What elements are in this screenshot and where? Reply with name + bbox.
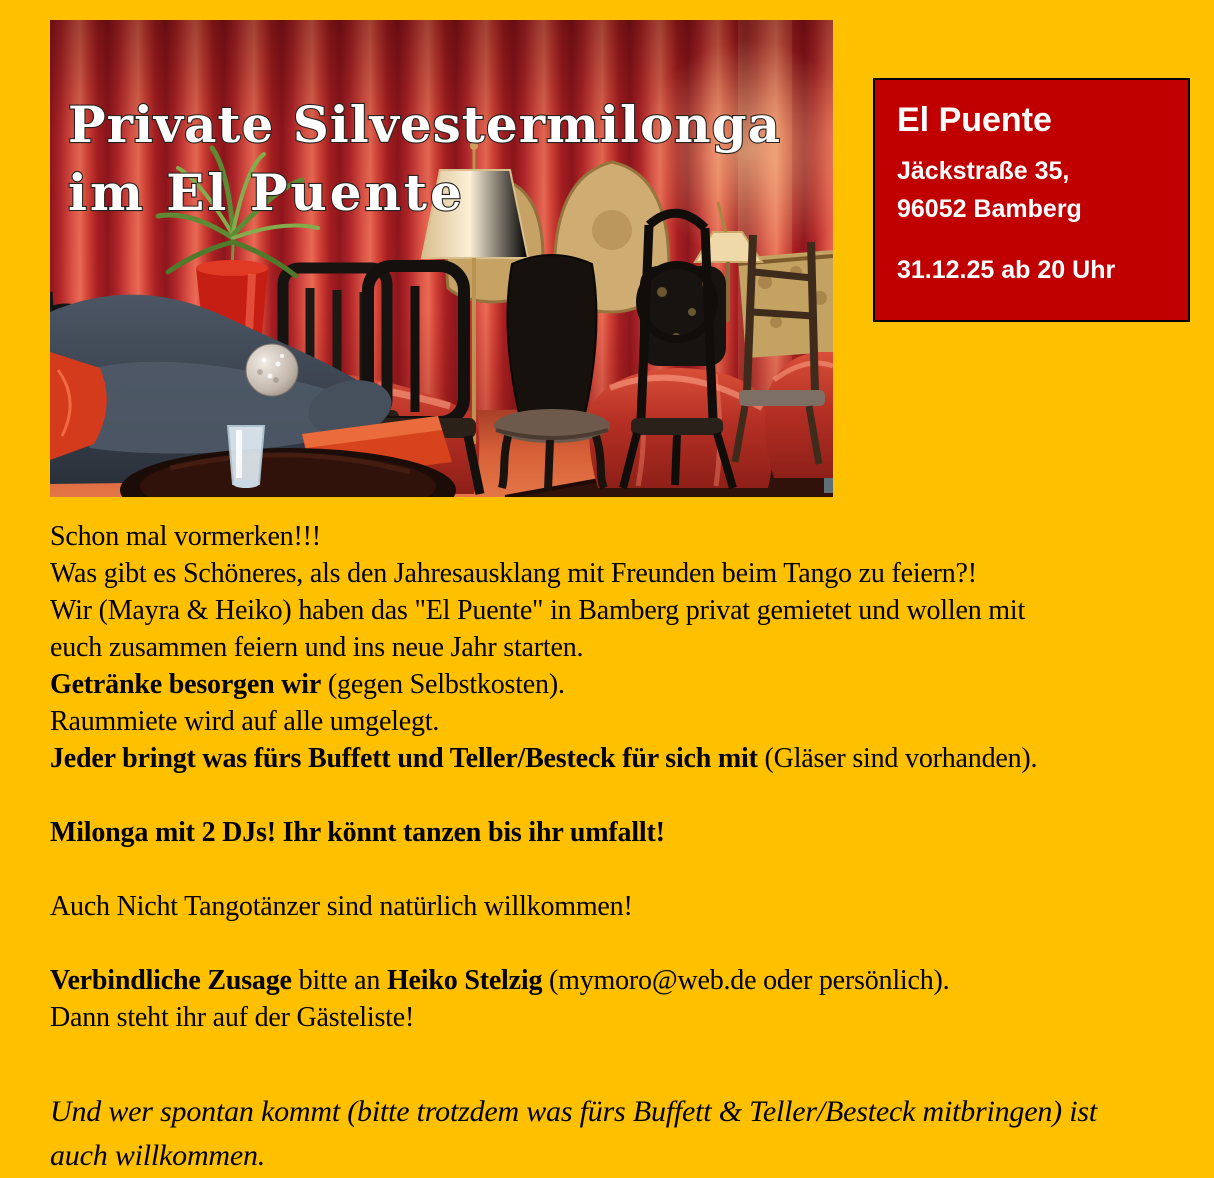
text-line-announcement: Schon mal vormerken!!! <box>50 521 321 552</box>
venue-info-box <box>873 78 1190 322</box>
text-line-question: Was gibt es Schöneres, als den Jahresausklang mit Freunden beim Tango zu feiern?! <box>50 558 977 589</box>
text-bold-rsvp: Verbindliche Zusage <box>50 965 292 996</box>
text-rest-rsvp: (mymoro@web.de oder persönlich). <box>542 965 950 996</box>
text-line-rsvp <box>50 962 1214 999</box>
text-line-milonga <box>50 814 1214 851</box>
paragraph-intro <box>50 518 1214 666</box>
venue-photo-art <box>50 20 833 497</box>
photo-title-line2: im El Puente <box>68 163 465 222</box>
text-rest-drinks: (gegen Selbstkosten). <box>321 669 565 700</box>
venue-address-line2: 96052 Bamberg <box>897 195 1082 223</box>
paragraph-milonga <box>50 814 1214 851</box>
paragraph-rsvp <box>50 962 1214 1036</box>
text-line-hosts-1: Wir (Mayra & Heiko) haben das "El Puente" in Bamberg privat gemietet und wollen mit <box>50 595 1026 626</box>
flyer-body-text <box>50 518 1214 1178</box>
paragraph-nondancers <box>50 888 1214 925</box>
venue-address-line1: Jäckstraße 35, <box>897 157 1070 185</box>
text-line-rent: Raummiete wird auf alle umgelegt. <box>50 706 440 737</box>
paragraph-organisation <box>50 666 1214 777</box>
text-line-drinks <box>50 666 1214 703</box>
text-line-spontaneous-1: Und wer spontan kommt (bitte trotzdem was fürs Buffett & Teller/Besteck mitbringen) ist <box>50 1095 1097 1128</box>
text-line-spontaneous-2: auch willkommen. <box>50 1139 266 1172</box>
photo-title-line1: Private Silvestermilonga <box>68 95 782 154</box>
paragraph-spontaneous <box>50 1090 1214 1178</box>
text-mid-rsvp: bitte an <box>291 965 387 996</box>
text-bold-contact-name: Heiko Stelzig <box>386 965 543 996</box>
text-bold-drinks: Getränke besorgen wir <box>50 669 322 700</box>
text-line-buffet <box>50 740 1214 777</box>
text-line-guestlist: Dann steht ihr auf der Gästeliste! <box>50 1002 415 1033</box>
venue-photo <box>50 20 833 497</box>
text-bold-milonga: Milonga mit 2 DJs! Ihr könnt tanzen bis ihr umfallt! <box>50 817 665 848</box>
text-line-nondancers: Auch Nicht Tangotänzer sind natürlich willkommen! <box>50 891 633 922</box>
drinking-glass <box>228 426 264 488</box>
event-datetime: 31.12.25 ab 20 Uhr <box>897 256 1116 284</box>
text-bold-buffet: Jeder bringt was fürs Buffett und Teller/Besteck für sich mit <box>50 743 758 774</box>
text-line-hosts-2: euch zusammen feiern und ins neue Jahr starten. <box>50 632 584 663</box>
text-rest-buffet: (Gläser sind vorhanden). <box>757 743 1038 774</box>
venue-name: El Puente <box>897 101 1052 139</box>
disco-ball <box>246 344 298 396</box>
